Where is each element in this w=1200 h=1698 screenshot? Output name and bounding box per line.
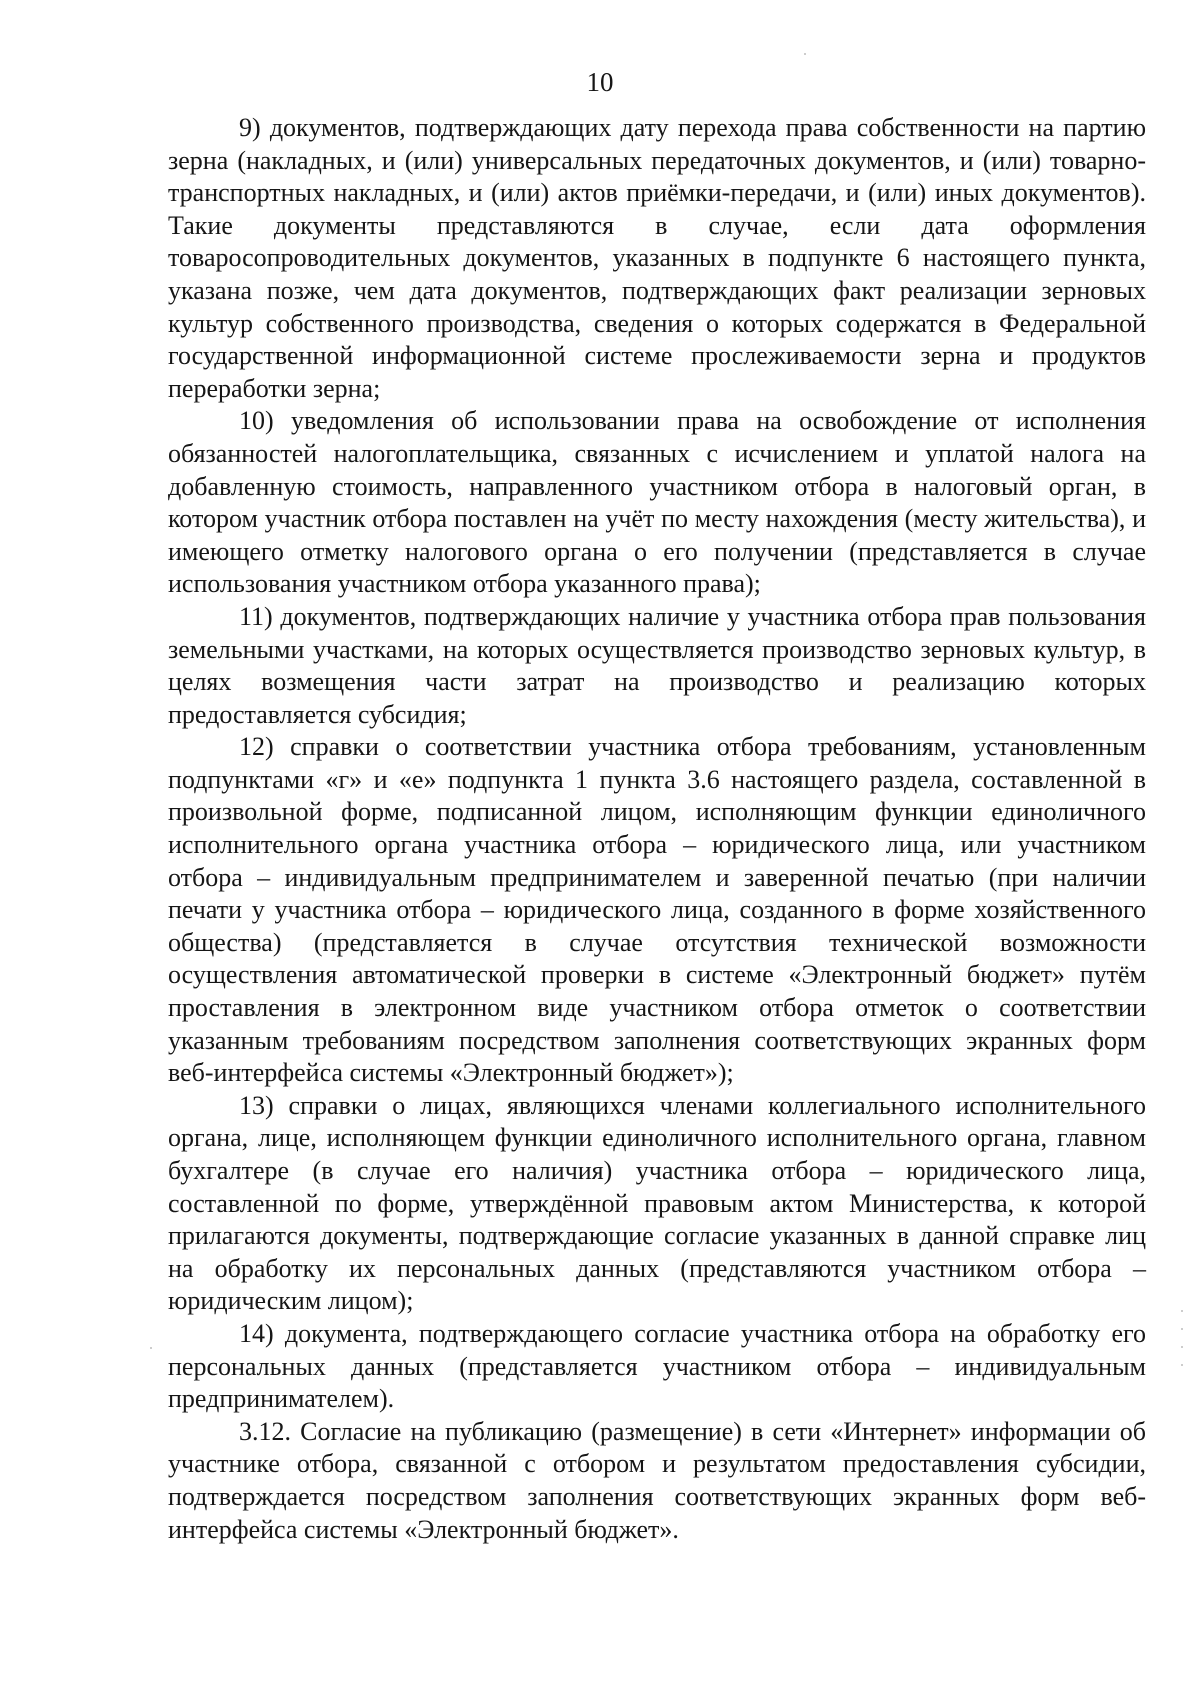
scan-artifact	[1181, 1310, 1183, 1312]
scan-artifact	[1181, 1346, 1183, 1348]
scan-artifact	[1181, 1328, 1183, 1330]
paragraph-section-3-12: 3.12. Согласие на публикацию (размещение) в сети «Интернет» информации об участнике отбора, связанной с отбором и результатом предоставления субсидии, подтверждается посредством заполнения соответствующих экранных форм веб-интерфейса системы «Электронный бюджет».	[168, 1416, 1146, 1544]
paragraph-item-10: 10) уведомления об использовании права на освобождение от исполнения обязанностей налогоплательщика, связанных с исчислением и уплатой налога на добавленную стоимость, направленного участником отбора в налоговый орган, в котором участник отбора поставлен на учёт по месту нахождения (месту жительства), и имеющего отметку налогового органа о его получении (представляется в случае использования участником отбора указанного права);	[168, 406, 1146, 599]
scan-artifact	[804, 53, 806, 55]
scan-artifact	[1181, 1364, 1183, 1366]
paragraph-item-12: 12) справки о соответствии участника отбора требованиям, установленным подпунктами «г» и «е» подпункта 1 пункта 3.6 настоящего раздела, составленной в произвольной форме, подписанной лицом, исполняющим функции единоличного исполнительного органа участника отбора – юридического лица, или участником отбора – индивидуальным предпринимателем и заверенной печатью (при наличии печати у участника отбора – юридического лица, созданного в форме хозяйственного общества) (представляется в случае отсутствия технической возможности осуществления автоматической проверки в системе «Электронный бюджет» путём проставления в электронном виде участником отбора отметок о соответствии указанным требованиям посредством заполнения соответствующих экранных форм веб-интерфейса системы «Электронный бюджет»);	[168, 732, 1146, 1088]
document-body	[168, 112, 1146, 1546]
paragraph-item-13: 13) справки о лицах, являющихся членами коллегиального исполнительного органа, лице, исполняющем функции единоличного исполнительного органа, главном бухгалтере (в случае его наличия) участника отбора – юридического лица, составленной по форме, утверждённой правовым актом Министерства, к которой прилагаются документы, подтверждающие согласие указанных в данной справке лиц на обработку их персональных данных (представляются участником отбора – юридическим лицом);	[168, 1090, 1146, 1316]
paragraph-item-11: 11) документов, подтверждающих наличие у участника отбора прав пользования земельными участками, на которых осуществляется производство зерновых культур, в целях возмещения части затрат на производство и реализацию которых предоставляется субсидия;	[168, 601, 1146, 729]
paragraph-item-9: 9) документов, подтверждающих дату перехода права собственности на партию зерна (накладных, и (или) универсальных передаточных документов, и (или) товарно-транспортных накладных, и (или) актов приёмки-передачи, и (или) иных документов). Такие документы представляются в случае, если дата оформления товаросопроводительных документов, указанных в подпункте 6 настоящего пункта, указана позже, чем дата документов, подтверждающих факт реализации зерновых культур собственного производства, сведения о которых содержатся в Федеральной государственной информационной системе прослеживаемости зерна и продуктов переработки зерна;	[168, 113, 1146, 403]
page-number: 10	[586, 67, 614, 97]
paragraph-item-14: 14) документа, подтверждающего согласие участника отбора на обработку его персональных данных (представляется участником отбора – индивидуальным предпринимателем).	[168, 1318, 1146, 1414]
scan-artifact	[150, 1347, 152, 1349]
